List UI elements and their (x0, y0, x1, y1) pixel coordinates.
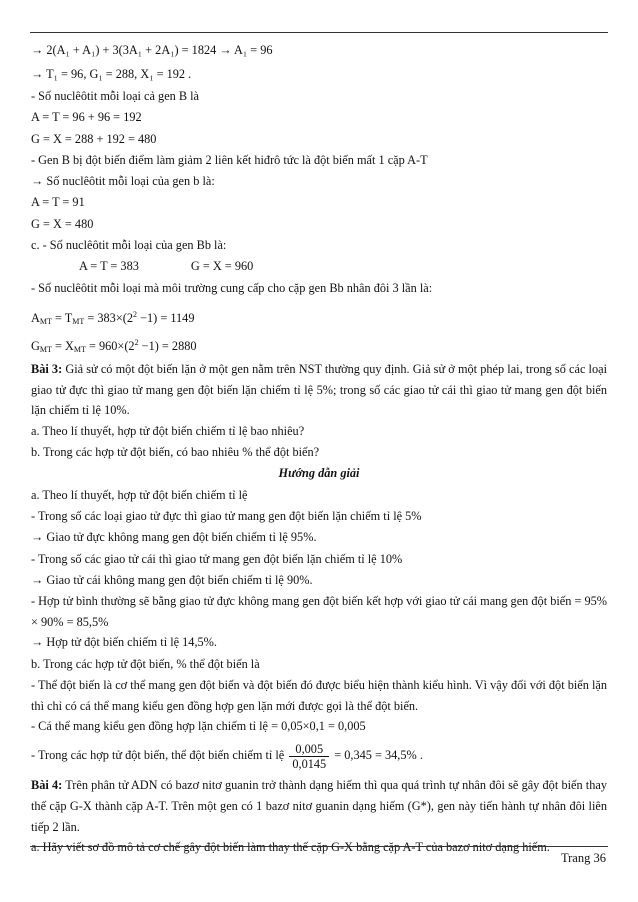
text-line: → Số nuclêôtit mỗi loại của gen b là: (31, 174, 215, 189)
text-line: a. Theo lí thuyết, hợp tử đột biến chiếm tỉ lệ (31, 487, 248, 502)
text-paragraph: - Hợp tử bình thường sẽ bằng giao tử đực không mang gen đột biến kết hợp với giao tử cái mang gen đột biến = 95% × 90% = 85,5% (31, 594, 607, 629)
text-paragraph: - Thể đột biến là cơ thể mang gen đột biến và đột biến đó được biểu hiện thành kiểu hình. Vì vậy đối với đột biến lặn thì chỉ có cá thể mang kiểu gen đồng hợp gen lặn mới được gọi là thể đột biến. (31, 677, 607, 713)
at-count: A = T = 383 (79, 259, 139, 274)
text-line: c. - Số nuclêôtit mỗi loại của gen Bb là: (31, 238, 227, 253)
header-rule (30, 32, 608, 33)
page-number: Trang 36 (560, 851, 606, 865)
page-content (31, 38, 607, 858)
gx-count: G = X = 960 (190, 259, 254, 274)
text-line: A = T = 91 (31, 195, 85, 210)
text-line: - Số nuclêôtit mỗi loại mà môi trường cung cấp cho cặp gen Bb nhân đôi 3 lần là: (31, 280, 433, 295)
text-line: - Cá thể mang kiểu gen đồng hợp lặn chiếm tỉ lệ = 0,05×0,1 = 0,005 (31, 719, 366, 734)
text-line: G = X = 288 + 192 = 480 (31, 131, 157, 146)
text-line: A = T = 96 + 96 = 192 (31, 110, 142, 125)
text-line: b. Trong các hợp tử đột biến, % thể đột biến là (31, 656, 260, 671)
text-line: - Trong số các giao tử cái thì giao tử mang gen đột biến lặn chiếm tỉ lệ 10% (31, 551, 403, 566)
equation-line-1: → 2(A₁ + A₁) + 3(3A₁ + 2A₁) = 1824 → A₁ = 96 (31, 43, 273, 57)
bai4-problem: Bài 4: Trên phân tử ADN có bazơ nitơ guanin trở thành dạng hiếm thì qua quá trình tự nhân đôi sẽ gây đột biến thay thế cặp G-X thành cặp A-T. Trên một gen có 1 bazơ nitơ guanin dạng hiếm (G*), gen này tiến hành tự nhân đôi liên tiếp 2 lần. (31, 778, 607, 834)
text-line: → Giao tử đực không mang gen đột biến chiếm tỉ lệ 95%. (31, 530, 317, 545)
formula-g: $G_{MT} = X_{MT} = 960\times(2^2 -1) = 2880$ (31, 337, 197, 354)
gene-bb-counts (31, 256, 607, 277)
equation-line-2: → T₁ = 96, G₁ = 288, X₁ = 192 . (31, 67, 192, 81)
text-line: - Số nuclêôtit mỗi loại cả gen B là (31, 89, 200, 103)
formula-a: $A_{MT} = T_{MT} = 383\times(2^2 -1) = 1149$ (31, 309, 195, 326)
guide-heading: Hướng dẫn giải (278, 466, 360, 481)
question-a: a. Hãy viết sơ đồ mô tả cơ chế gây đột biến làm thay thế cặp G-X bằng cặp A-T của bazơ nitơ dạng hiếm. (31, 840, 550, 855)
question-a: a. Theo lí thuyết, hợp tử đột biến chiếm tỉ lệ bao nhiêu? (31, 423, 305, 438)
text-line: - Trong số các loại giao tử đực thì giao tử mang gen đột biến lặn chiếm tỉ lệ 5% (31, 508, 422, 523)
text-line: → Hợp tử đột biến chiếm tỉ lệ 14,5%. (31, 635, 217, 650)
bai3-problem: Bài 3: Giả sử có một đột biến lặn ở một gen nằm trên NST thường quy định. Giả sử ở một phép lai, trong số các loại giao tử đực thì giao tử mang gen đột biến lặn chiếm tỉ lệ 5%; trong số các giao tử cái thì giao tử mang gen đột biến lặn chiếm tỉ lệ 10%. (31, 361, 607, 418)
fraction-line: - Trong các hợp tử đột biến, thể đột biến chiếm tỉ lệ $\frac{0,005}{0,0145}$ = 0,345 = 34,5% . (31, 742, 423, 772)
text-line: → Giao tử cái không mang gen đột biến chiếm tỉ lệ 90%. (31, 572, 313, 587)
footer-rule (30, 846, 608, 847)
fraction: $\frac{0,005}{0,0145}$ (289, 742, 329, 771)
text-line: G = X = 480 (31, 216, 94, 231)
text-line: - Gen B bị đột biến điểm làm giảm 2 liên kết hiđrô tức là đột biến mất 1 cặp A-T (31, 152, 428, 167)
question-b: b. Trong các hợp tử đột biến, có bao nhiêu % thể đột biến? (31, 445, 320, 460)
